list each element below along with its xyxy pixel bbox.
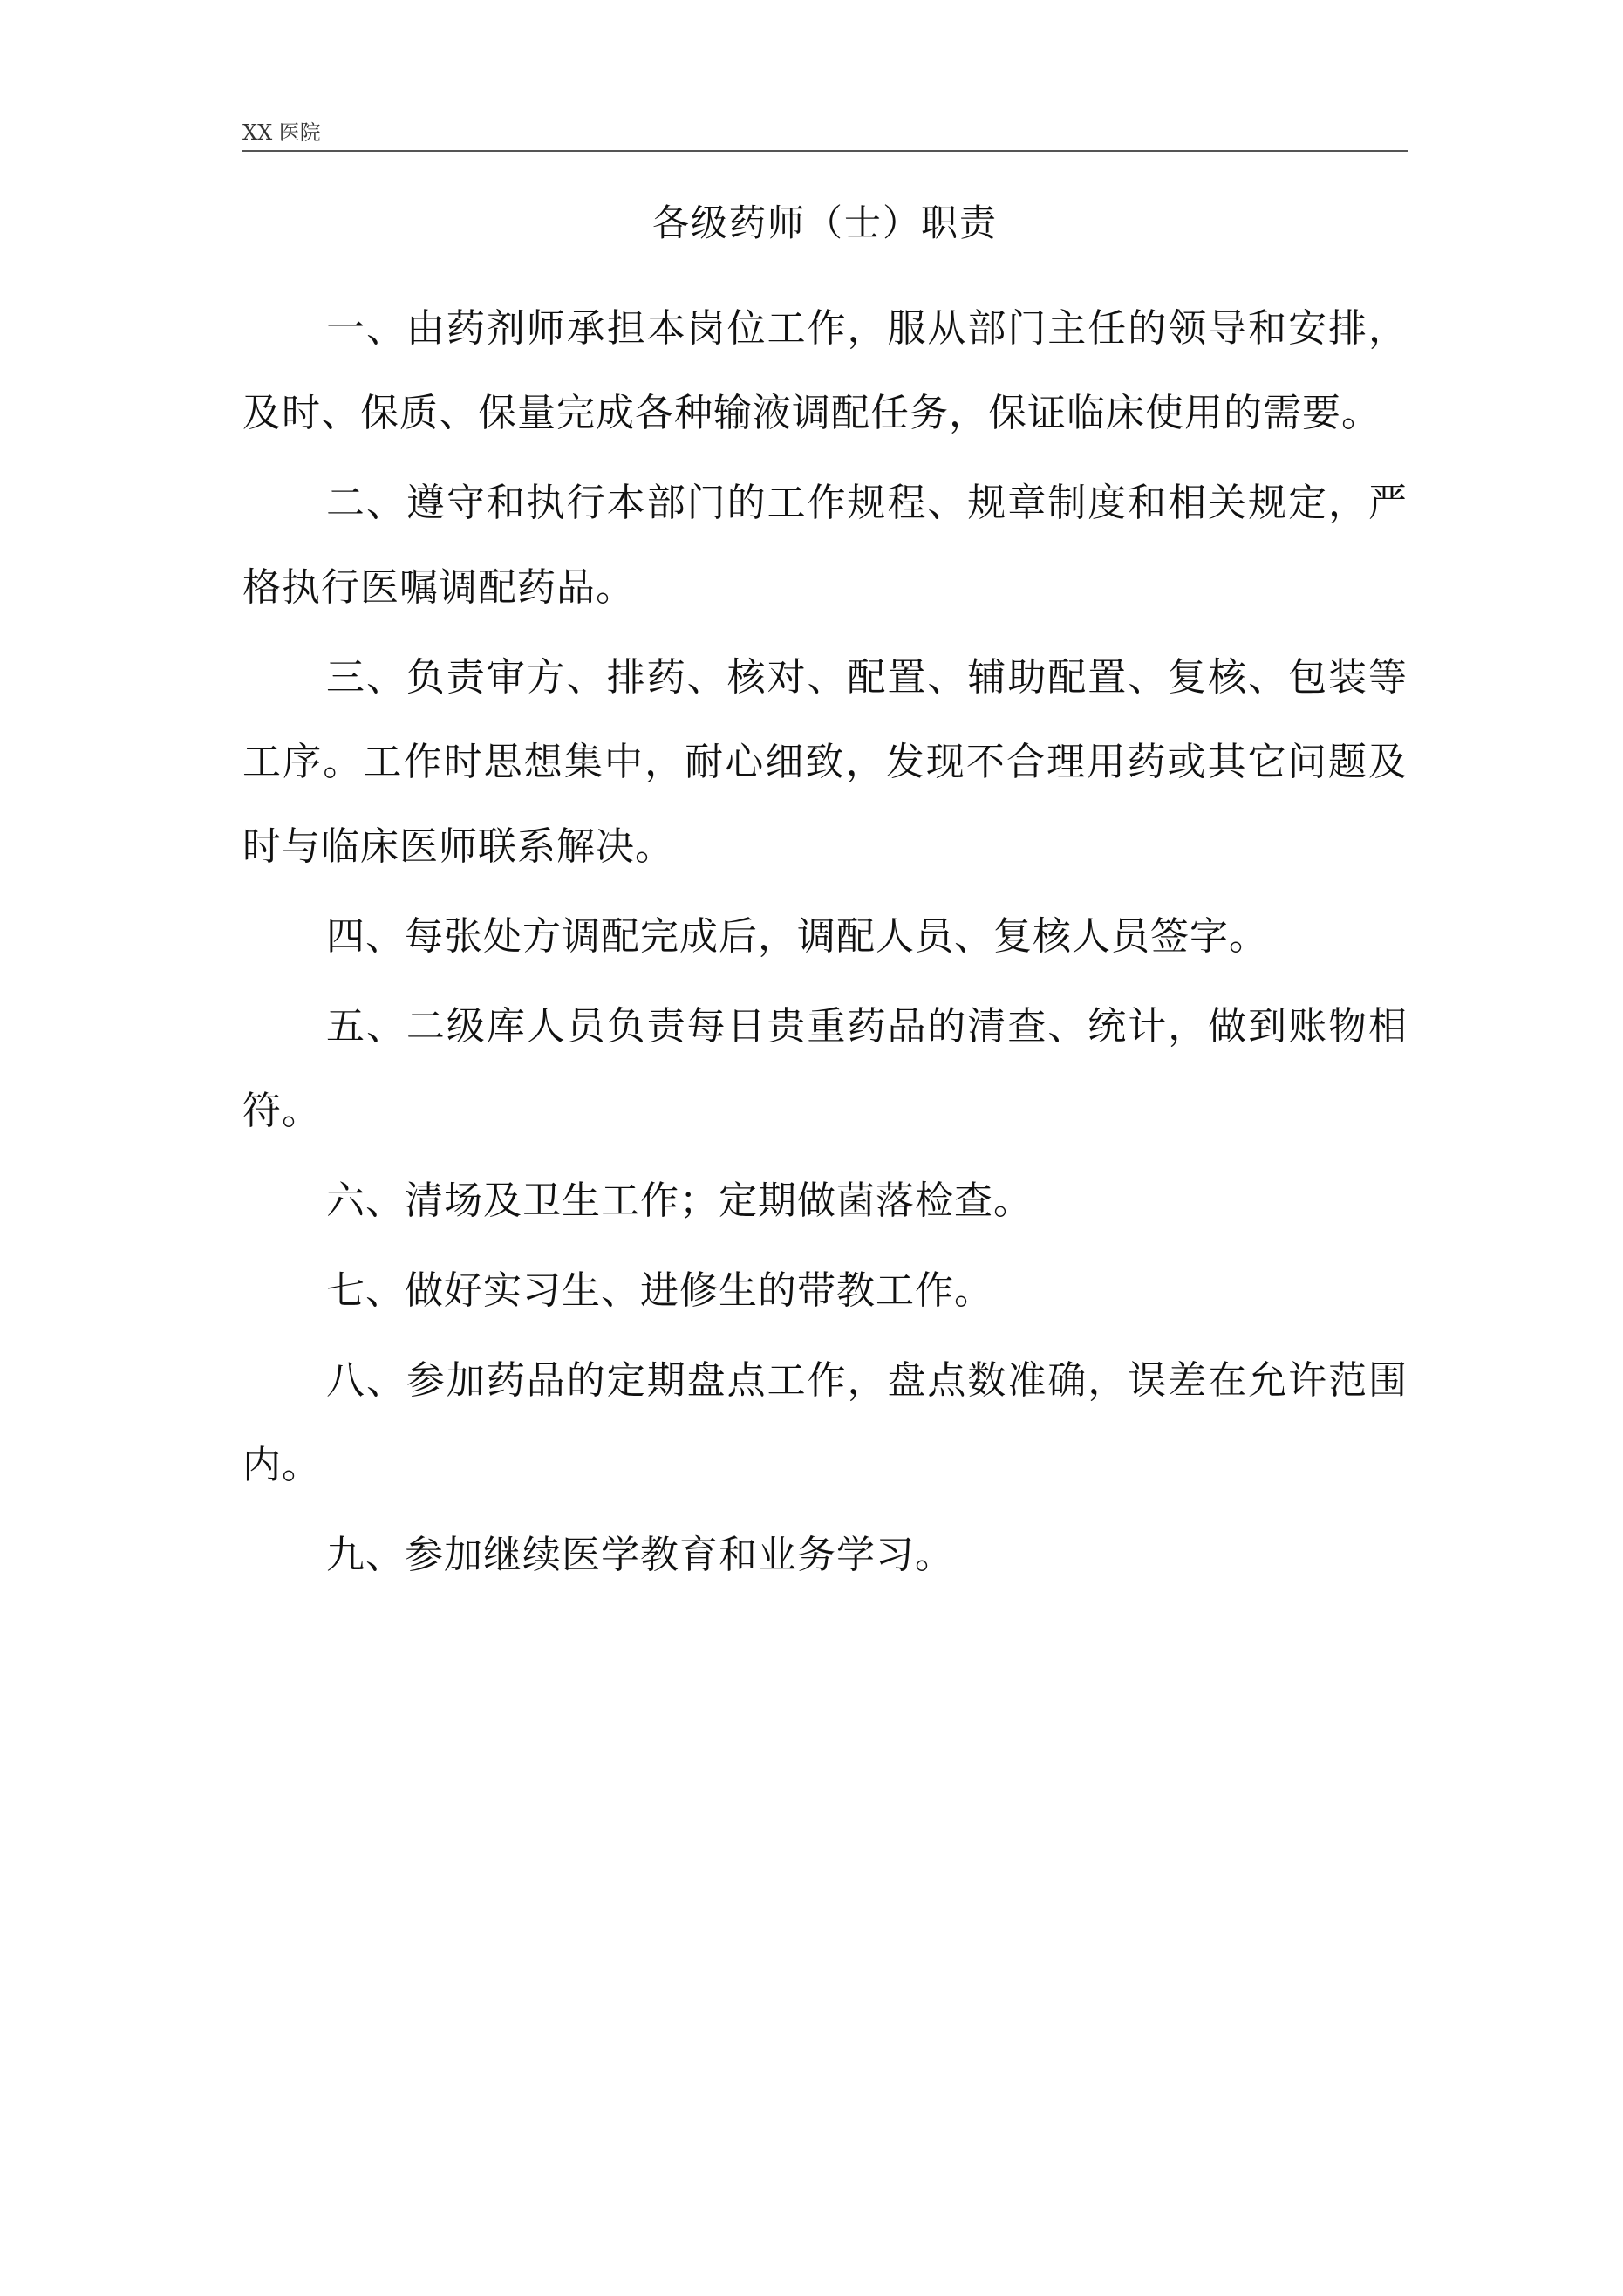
paragraph-5: 五、二级库人员负责每日贵重药品的清查、统计，做到账物相符。 (242, 1004, 1408, 1133)
paragraph-2: 二、遵守和执行本部门的工作规程、规章制度和相关规定，严格执行医嘱调配药品。 (242, 481, 1408, 610)
paragraph-1: 一、由药剂师承担本岗位工作，服从部门主任的领导和安排，及时、保质、保量完成各种输液调配任务，保证临床使用的需要。 (242, 306, 1408, 435)
document-title: 各级药师（士）职责 (651, 202, 998, 244)
header-org-name: XX 医院 (242, 120, 321, 145)
paragraph-4: 四、每张处方调配完成后，调配人员、复核人员签字。 (326, 914, 1268, 959)
paragraph-6: 六、清场及卫生工作；定期做菌落检查。 (326, 1179, 1033, 1223)
paragraph-9: 九、参加继续医学教育和业务学习。 (326, 1533, 954, 1577)
document-body (242, 286, 1408, 1602)
paragraph-3: 三、负责审方、排药、核对、配置、辅助配置、复核、包装等工序。工作时思想集中，耐心细致，发现不合理用药或其它问题及时与临床医师联系解决。 (242, 655, 1408, 869)
paragraph-7: 七、做好实习生、进修生的带教工作。 (326, 1268, 993, 1313)
paragraph-8: 八、参加药品的定期盘点工作，盘点数准确，误差在允许范围内。 (242, 1358, 1408, 1487)
page-header (242, 120, 1408, 152)
